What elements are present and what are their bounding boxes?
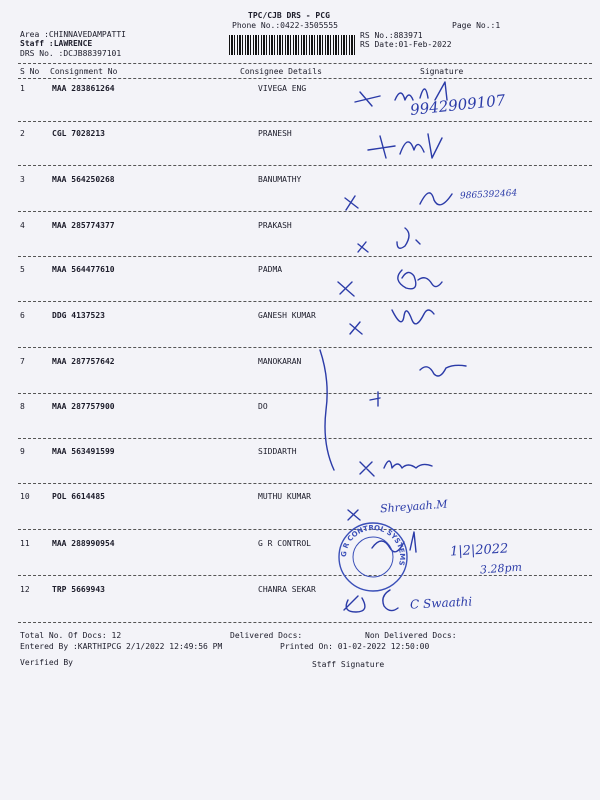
signature-4: [358, 228, 420, 252]
svg-text:G R CONTROL SYSTEMS: [340, 524, 406, 566]
company-stamp: [336, 520, 410, 594]
col-consignee: Consignee Details: [240, 67, 322, 76]
row-consignee: PRAKASH: [258, 221, 292, 230]
handwritten-signature-12: C Swaathi: [409, 594, 473, 612]
signature-10: [348, 510, 360, 520]
area-label: Area :CHINNAVEDAMPATTI: [20, 30, 126, 39]
stamp-text: G R CONTROL SYSTEMS: [339, 523, 407, 567]
handwritten-signature-10: Shreyaah.M: [379, 497, 448, 516]
row-consignee: VIVEGA ENG: [258, 84, 307, 93]
rs-number: RS No.:883971: [360, 31, 423, 40]
row-consignment: CGL 7028213: [52, 129, 105, 138]
row-consignee: DO: [258, 402, 268, 411]
signature-5: [338, 270, 442, 296]
row-consignee: PRANESH: [258, 129, 292, 138]
staff-signature: Staff Signature: [312, 660, 385, 669]
handwritten-date-11: 1|2|2022: [449, 541, 509, 560]
row-consignment: DDG 4137523: [52, 311, 105, 320]
handwritten-time-11: 3.28pm: [479, 560, 523, 577]
drs-number: DRS No. :DCJB88397101: [20, 49, 122, 58]
col-consignment: Consignment No: [50, 67, 118, 76]
row-sno: 3: [20, 175, 25, 184]
non-delivered-docs: Non Delivered Docs:: [365, 631, 457, 640]
row-consignee: G R CONTROL: [258, 539, 311, 548]
barcode: [229, 35, 357, 55]
row-sno: 11: [20, 539, 30, 548]
row-sno: 8: [20, 402, 25, 411]
staff-label: Staff :LAWRENCE: [20, 39, 93, 48]
verified-by: Verified By: [20, 658, 73, 667]
row-consignment: MAA 287757900: [52, 402, 115, 411]
handwritten-phone-3: 9865392464: [459, 188, 518, 202]
row-consignment: MAA 283861264: [52, 84, 115, 93]
signature-9: [360, 461, 432, 476]
row-sno: 5: [20, 265, 25, 274]
total-docs: Total No. Of Docs: 12: [20, 631, 122, 640]
row-consignment: MAA 287757642: [52, 357, 115, 366]
rs-date: RS Date:01-Feb-2022: [360, 40, 452, 49]
col-sno: S No: [20, 67, 40, 76]
row-consignment: MAA 564477610: [52, 265, 115, 274]
signature-7: [320, 350, 466, 470]
row-consignment: TRP 5669943: [52, 585, 105, 594]
row-consignee: GANESH KUMAR: [258, 311, 316, 320]
row-consignee: CHANRA SEKAR: [258, 585, 316, 594]
row-consignment: MAA 564250268: [52, 175, 115, 184]
document-title: TPC/CJB DRS - PCG: [248, 11, 330, 20]
row-sno: 7: [20, 357, 25, 366]
handwritten-phone-1: 9942909107: [409, 91, 507, 119]
col-signature: Signature: [420, 67, 464, 76]
signature-2: [368, 134, 442, 158]
printed-on: Printed On: 01-02-2022 12:50:00: [280, 642, 430, 651]
signature-8: [370, 392, 380, 406]
row-consignee: BANUMATHY: [258, 175, 302, 184]
row-consignee: MANOKARAN: [258, 357, 302, 366]
row-consignment: POL 6614485: [52, 492, 105, 501]
row-sno: 10: [20, 492, 30, 501]
delivered-docs: Delivered Docs:: [230, 631, 303, 640]
row-consignment: MAA 285774377: [52, 221, 115, 230]
row-sno: 9: [20, 447, 25, 456]
row-consignee: SIDDARTH: [258, 447, 297, 456]
row-consignee: PADMA: [258, 265, 283, 274]
phone-number: Phone No.:0422-3505555: [232, 21, 338, 30]
header-divider: [18, 63, 592, 64]
row-sno: 1: [20, 84, 25, 93]
entered-by: Entered By :KARTHIPCG 2/1/2022 12:49:56 PM: [20, 642, 223, 651]
row-consignment: MAA 288990954: [52, 539, 115, 548]
signature-3: [345, 193, 452, 210]
signature-6: [350, 310, 434, 334]
row-sno: 4: [20, 221, 25, 230]
row-sno: 6: [20, 311, 25, 320]
row-consignee: MUTHU KUMAR: [258, 492, 311, 501]
row-sno: 12: [20, 585, 30, 594]
page-number: Page No.:1: [452, 21, 501, 30]
row-sno: 2: [20, 129, 25, 138]
row-consignment: MAA 563491599: [52, 447, 115, 456]
